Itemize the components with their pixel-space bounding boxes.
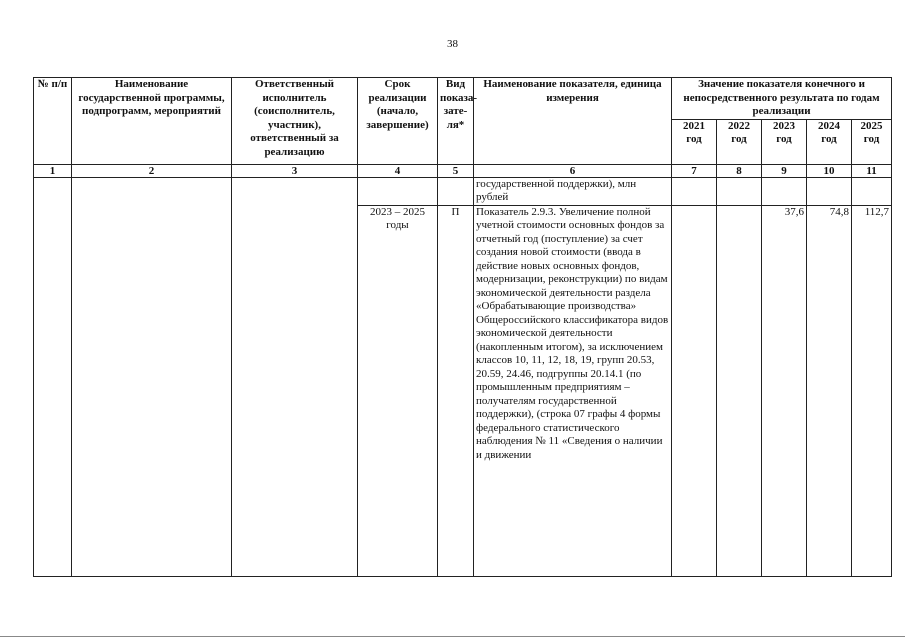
column-number: 5 [438,164,474,177]
page-number: 38 [447,38,458,50]
column-number: 8 [717,164,762,177]
table-row [34,177,892,205]
cell-period [358,177,438,205]
header-year: 2023 год [762,119,807,164]
cell-value [672,177,717,205]
header-year: 2021 год [672,119,717,164]
header-period: Срок реализации (начало, завершение) [358,78,438,165]
column-number: 7 [672,164,717,177]
cell-number [34,177,72,576]
cell-value [762,177,807,205]
header-row [34,78,892,120]
column-number: 1 [34,164,72,177]
cell-value [717,205,762,576]
cell-indicator-type: П [438,205,474,576]
indicators-table [33,77,892,577]
cell-value: 74,8 [807,205,852,576]
header-year: 2024 год [807,119,852,164]
column-number: 10 [807,164,852,177]
column-number: 3 [232,164,358,177]
column-number: 11 [852,164,892,177]
cell-program-name [72,177,232,576]
column-number: 6 [474,164,672,177]
header-values-group: Значение показателя конечного и непосредственного результата по годам реализации [672,78,892,120]
cell-value: 37,6 [762,205,807,576]
cell-indicator-name: государственной поддержки), млн рублей [474,177,672,205]
header-year: 2025 год [852,119,892,164]
column-number-row [34,164,892,177]
column-number: 4 [358,164,438,177]
cell-indicator-type [438,177,474,205]
cell-value [807,177,852,205]
column-number: 9 [762,164,807,177]
cell-indicator-name: Показатель 2.9.3. Увеличение полной учетной стоимости основных фондов за отчетный год (поступление) за счет создания новой стоимости (ввода в действие новых основных фондов, модернизации, реконструкции) по видам экономической деятельности раздела «Обрабатывающие производства» Общероссийского классификатора видов экономической деятельности (накопленным итогом), за исключением классов 10, 11, 12, 18, 19, групп 20.53, 20.59, 24.46, подгруппы 20.14.1 (по промышленным предприятиям – получателям государственной поддержки), (строка 07 графы 4 формы федерального статистического наблюдения № 11 «Сведения о наличии и движении [474,205,672,576]
scan-edge-line [0,636,905,637]
cell-value [852,177,892,205]
header-program-name: Наименование государственной программы, подпрограмм, мероприятий [72,78,232,165]
header-indicator-name: Наименование показателя, единица измерения [474,78,672,165]
cell-value [717,177,762,205]
header-year: 2022 год [717,119,762,164]
column-number: 2 [72,164,232,177]
cell-value: 112,7 [852,205,892,576]
header-number: № п/п [34,78,72,165]
cell-value [672,205,717,576]
header-indicator-type: Вид показа-зате-ля* [438,78,474,165]
cell-period: 2023 – 2025 годы [358,205,438,576]
header-executor: Ответственный исполнитель (соисполнитель, участник), ответственный за реализацию [232,78,358,165]
cell-executor [232,177,358,576]
